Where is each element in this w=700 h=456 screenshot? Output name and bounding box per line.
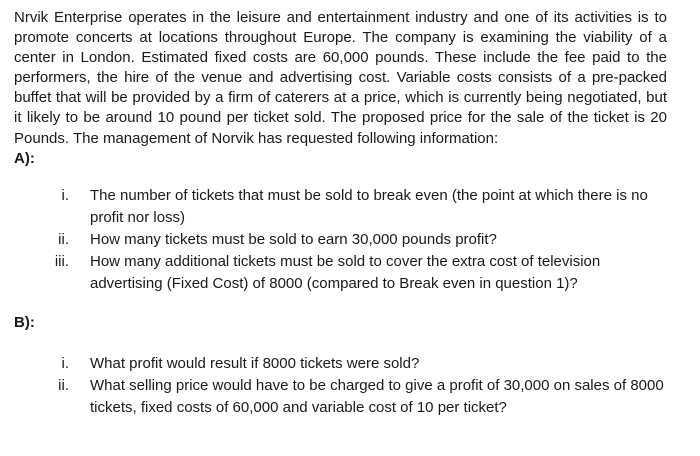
question-number: iii. (54, 252, 69, 270)
question-text: How many tickets must be sold to earn 30,000 pounds profit? (90, 230, 497, 248)
question-text: How many additional tickets must be sold to cover the extra cost of television advertising (Fixed Cost) of 8000 (compared to Break even in question 1)? (90, 252, 601, 292)
question-item (14, 375, 667, 419)
section-b-label: B): (14, 313, 35, 331)
question-item (14, 353, 667, 375)
question-item (14, 229, 667, 251)
section-a-label: A): (14, 149, 35, 167)
question-text: What profit would result if 8000 tickets were sold? (90, 354, 420, 372)
question-item (14, 185, 667, 229)
document-page (14, 8, 667, 419)
intro-paragraph: Nrvik Enterprise operates in the leisure and entertainment industry and one of its activities is to promote concerts at locations throughout Europe. The company is examining the viability of a center in London. Estimated fixed costs are 60,000 pounds. These include the fee paid to the performers, the hire of the venue and advertising cost. Variable costs consists of a pre-packed buffet that will be provided by a firm of caterers at a price, which is currently being negotiated, but it likely to be around 10 pound per ticket sold. The proposed price for the sale of the ticket is 20 Pounds. The management of Norvik has requested following information: (14, 9, 667, 147)
question-number: i. (61, 186, 69, 204)
question-number: i. (61, 354, 69, 372)
question-text: The number of tickets that must be sold to break even (the point at which there is no profit nor loss) (90, 186, 648, 226)
question-text: What selling price would have to be charged to give a profit of 30,000 on sales of 8000 tickets, fixed costs of 60,000 and variable cost of 10 per ticket? (90, 376, 664, 416)
question-number: ii. (58, 376, 69, 394)
question-number: ii. (58, 230, 69, 248)
section-b-question-list (14, 353, 667, 419)
section-a-question-list (14, 185, 667, 295)
question-item (14, 251, 667, 295)
